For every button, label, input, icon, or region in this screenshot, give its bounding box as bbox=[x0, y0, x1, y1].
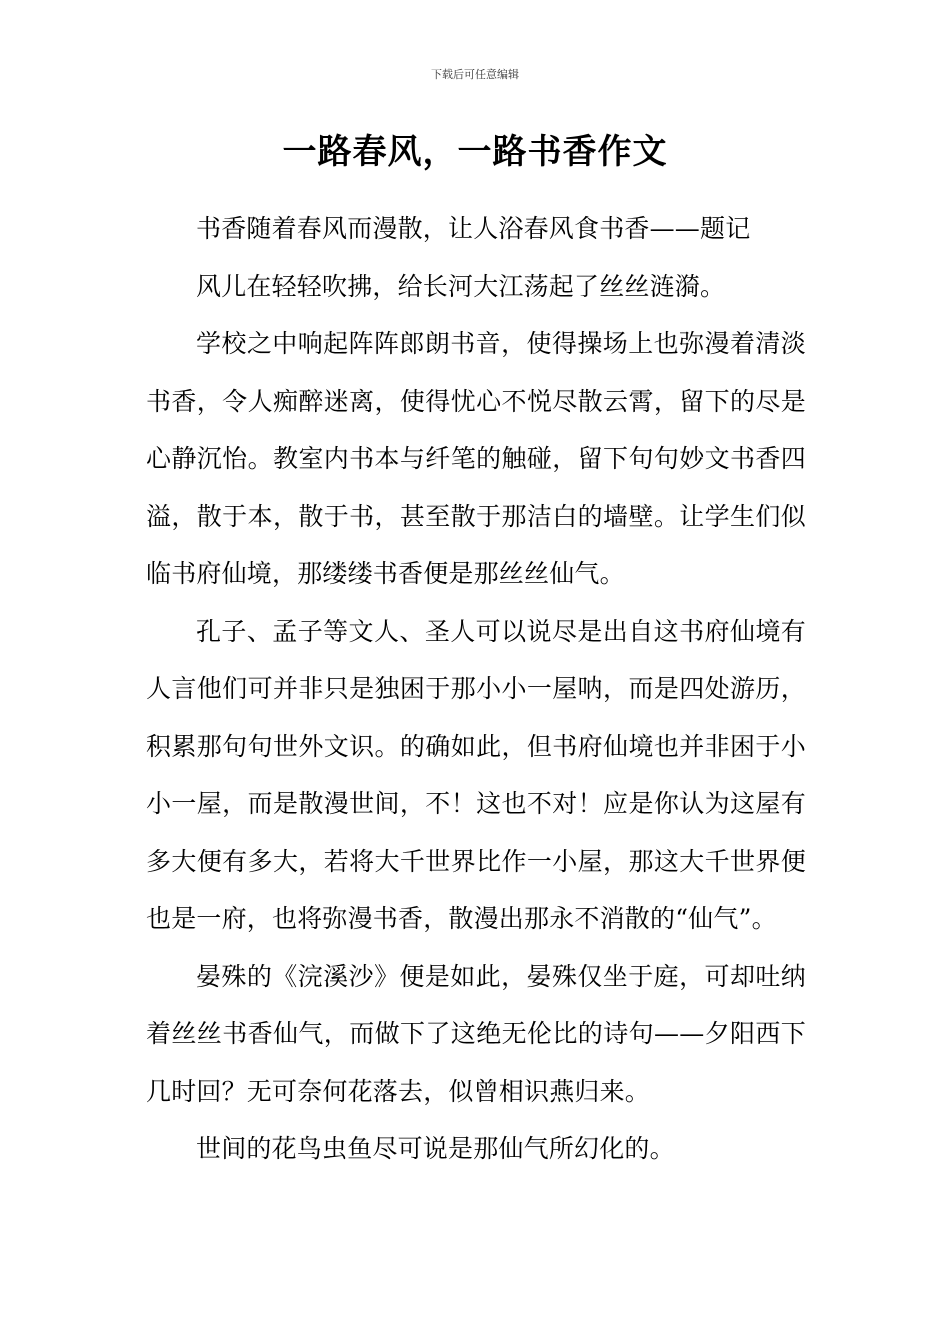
document-title: 一路春风，一路书香作文 bbox=[282, 132, 668, 172]
paragraph: 晏殊的《浣溪沙》便是如此，晏殊仅坐于庭，可却吐纳着丝丝书香仙气，而做下了这绝无伦比的诗句——夕阳西下几时回？无可奈何花落去，似曾相识燕归来。 bbox=[146, 961, 806, 1106]
header-note: 下载后可任意编辑 bbox=[431, 68, 519, 81]
paragraph: 孔子、孟子等文人、圣人可以说尽是出自这书府仙境有人言他们可并非只是独困于那小小一屋呐，而是四处游历，积累那句句世外文识。的确如此，但书府仙境也并非困于小小一屋，而是散漫世间，不！这也不对！应是你认为这屋有多大便有多大，若将大千世界比作一小屋，那这大千世界便也是一府，也将弥漫书香，散漫出那永不消散的“仙气”。 bbox=[146, 616, 806, 933]
document-body bbox=[146, 200, 806, 1178]
paragraph: 学校之中响起阵阵郎朗书音，使得操场上也弥漫着清淡书香，令人痴醉迷离，使得忧心不悦尽散云霄，留下的尽是心静沉怡。教室内书本与纤笔的触碰，留下句句妙文书香四溢，散于本，散于书，甚至散于那洁白的墙壁。让学生们似临书府仙境，那缕缕书香便是那丝丝仙气。 bbox=[146, 329, 806, 588]
paragraph: 风儿在轻轻吹拂，给长河大江荡起了丝丝涟漪。 bbox=[196, 271, 726, 301]
paragraph: 世间的花鸟虫鱼尽可说是那仙气所幻化的。 bbox=[196, 1134, 675, 1163]
paragraph-epigraph: 书香随着春风而漫散，让人浴春风食书香——题记 bbox=[196, 214, 751, 243]
